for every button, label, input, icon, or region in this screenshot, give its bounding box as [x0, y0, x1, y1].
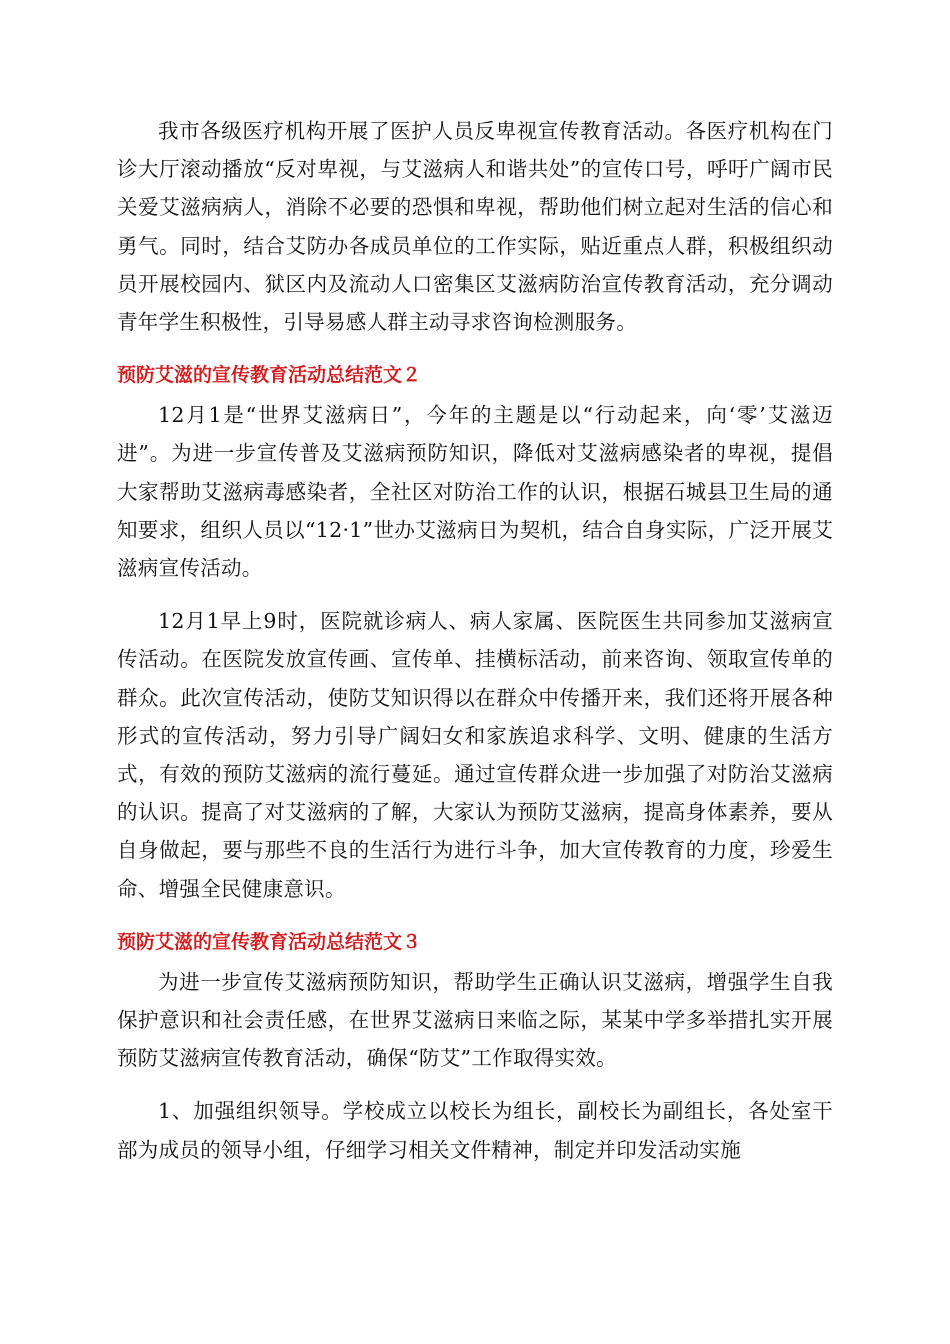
paragraph-2a: 12月1是“世界艾滋病日”，今年的主题是以“行动起来，向‘零’艾滋迈进”。为进一步宣传普及艾滋病预防知识，降低对艾滋病感染者的卑视，提倡大家帮助艾滋病毒感染者，全社区对防治工作的认识，根据石城县卫生局的通知要求，组织人员以“12·1”世办艾滋病日为契机，结合自身实际，广泛开展艾滋病宣传活动。	[117, 403, 833, 581]
section-heading-3: 预防艾滋的宣传教育活动总结范文３	[117, 930, 422, 953]
paragraph-intro: 我市各级医疗机构开展了医护人员反卑视宣传教育活动。各医疗机构在门诊大厅滚动播放“反对卑视，与艾滋病人和谐共处”的宣传口号，呼吁广阔市民关爱艾滋病病人，消除不必要的恐惧和卑视，帮助他们树立起对生活的信心和勇气。同时，结合艾防办各成员单位的工作实际，贴近重点人群，积极组织动员开展校园内、狱区内及流动人口密集区艾滋病防治宣传教育活动，充分调动青年学生积极性，引导易感人群主动寻求咨询检测服务。	[117, 119, 833, 335]
section-heading-2: 预防艾滋的宣传教育活动总结范文２	[117, 364, 422, 387]
paragraph-3b: 1、加强组织领导。学校成立以校长为组长，副校长为副组长，各处室干部为成员的领导小组，仔细学习相关文件精神，制定并印发活动实施	[117, 1099, 833, 1162]
document-body	[117, 112, 833, 1169]
paragraph-2b: 12月1早上9时，医院就诊病人、病人家属、医院医生共同参加艾滋病宣传活动。在医院发放宣传画、宣传单、挂横标活动，前来咨询、领取宣传单的群众。此次宣传活动，使防艾知识得以在群众中传播开来，我们还将开展各种形式的宣传活动，努力引导广阔妇女和家族追求科学、文明、健康的生活方式，有效的预防艾滋病的流行蔓延。通过宣传群众进一步加强了对防治艾滋病的认识。提高了对艾滋病的了解，大家认为预防艾滋病，提高身体素养，要从自身做起，要与那些不良的生活行为进行斗争，加大宣传教育的力度，珍爱生命、增强全民健康意识。	[117, 609, 833, 901]
paragraph-3a: 为进一步宣传艾滋病预防知识，帮助学生正确认识艾滋病，增强学生自我保护意识和社会责任感，在世界艾滋病日来临之际，某某中学多举措扎实开展预防艾滋病宣传教育活动，确保“防艾”工作取得实效。	[117, 969, 833, 1071]
